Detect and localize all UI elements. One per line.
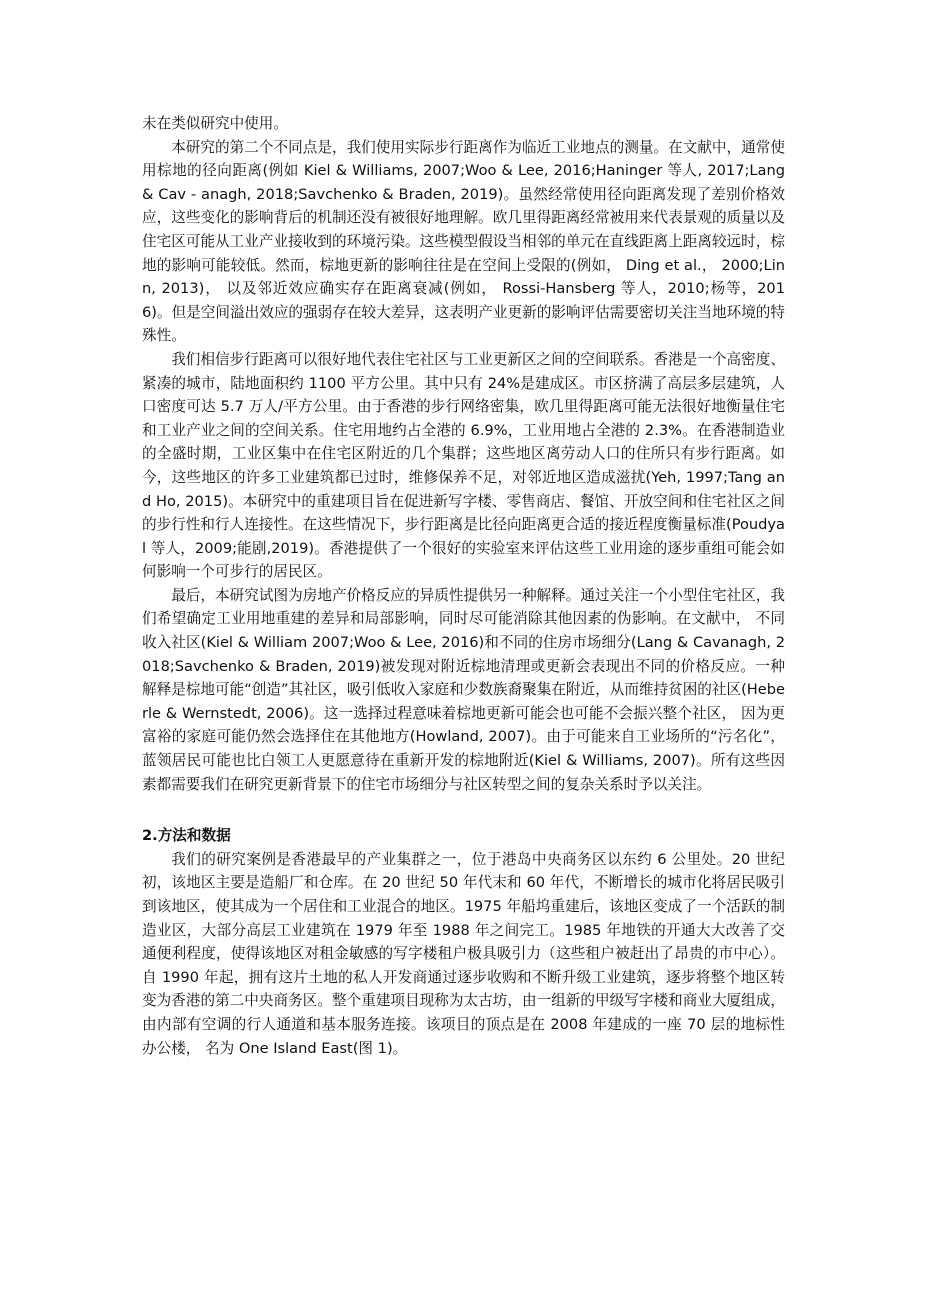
- section-heading-methods: 2.方法和数据: [142, 827, 231, 845]
- paragraph-hong-kong-context: 我们相信步行距离可以很好地代表住宅社区与工业更新区之间的空间联系。香港是一个高密度、紧凑的城市，陆地面积约 1100 平方公里。其中只有 24%是建成区。市区挤满了高层多层建筑，人口密度可达 5.7 万人/平方公里。由于香港的步行网络密集，欧几里得距离可能无法很好地衡量住宅和工业产业之间的空间关系。住宅用地约占全港的 6.9%，工业用地占全港的 2.3%。在香港制造业的全盛时期，工业区集中在住宅区附近的几个集群；这些地区离劳动人口的住所只有步行距离。如今，这些地区的许多工业建筑都已过时，维修保养不足，对邻近地区造成滋扰(Yeh, 1997;Tang and Ho, 2015)。本研究中的重建项目旨在促进新写字楼、零售商店、餐馆、开放空间和住宅社区之间的步行性和行人连接性。在这些情况下，步行距离是比径向距离更合适的接近程度衡量标准(Poudyal 等人，2009;能剧,2019)。香港提供了一个很好的实验室来评估这些工业用途的逐步重组可能会如何影响一个可步行的居民区。: [142, 350, 785, 581]
- document-page: [142, 112, 785, 1060]
- paragraph-heterogeneity: 最后，本研究试图为房地产价格反应的异质性提供另一种解释。通过关注一个小型住宅社区，我们希望确定工业用地重建的差异和局部影响，同时尽可能消除其他因素的伪影响。在文献中， 不同收入社区(Kiel & William 2007;Woo & Lee, 2016)和不同的住房市场细分(Lang & Cavanagh, 2018;Savchenko & Braden, 2019)被发现对附近棕地清理或更新会表现出不同的价格反应。一种解释是棕地可能“创造”其社区，吸引低收入家庭和少数族裔聚集在附近，从而维持贫困的社区(Heberle & Wernstedt, 2006)。这一选择过程意味着棕地更新可能会也可能不会振兴整个社区， 因为更富裕的家庭可能仍然会选择住在其他地方(Howland, 2007)。由于可能来自工业场所的“污名化”，蓝领居民可能也比白领工人更愿意待在重新开发的棕地附近(Kiel & Williams, 2007)。所有这些因素都需要我们在研究更新背景下的住宅市场细分与社区转型之间的复杂关系时予以关注。: [142, 586, 785, 793]
- paragraph-walking-distance-measure: 本研究的第二个不同点是，我们使用实际步行距离作为临近工业地点的测量。在文献中，通常使用棕地的径向距离(例如 Kiel & Williams, 2007;Woo & Lee, 2016;Haninger 等人, 2017;Lang & Cav - anagh, 2018;Savchenko & Braden, 2019)。虽然经常使用径向距离发现了差别价格效应，这些变化的影响背后的机制还没有被很好地理解。欧几里得距离经常被用来代表景观的质量以及住宅区可能从工业产业接收到的环境污染。这些模型假设当相邻的单元在直线距离上距离较远时，棕地的影响可能较低。然而，棕地更新的影响往往是在空间上受限的(例如， Ding et al.， 2000;Linn, 2013)， 以及邻近效应确实存在距离衰减(例如， Rossi-Hansberg 等人，2010;杨等，2016)。但是空间溢出效应的强弱存在较大差异，这表明产业更新的影响评估需要密切关注当地环境的特殊性。: [142, 138, 785, 345]
- paragraph-continuation: 未在类似研究中使用。: [142, 115, 288, 132]
- paragraph-study-case: 我们的研究案例是香港最早的产业集群之一，位于港岛中央商务区以东约 6 公里处。20 世纪初，该地区主要是造船厂和仓库。在 20 世纪 50 年代末和 60 年代，不断增长的城市化将居民吸引到该地区，使其成为一个居住和工业混合的地区。1975 年船坞重建后，该地区变成了一个活跃的制造业区，大部分高层工业建筑在 1979 年至 1988 年之间完工。1985 年地铁的开通大大改善了交通便利程度，使得该地区对租金敏感的写字楼租户极具吸引力（这些租户被赶出了昂贵的市中心）。自 1990 年起，拥有这片土地的私人开发商通过逐步收购和不断升级工业建筑，逐步将整个地区转变为香港的第二中央商务区。整个重建项目现称为太古坊，由一组新的甲级写字楼和商业大厦组成，由内部有空调的行人通道和基本服务连接。该项目的顶点是在 2008 年建成的一座 70 层的地标性办公楼， 名为 One Island East(图 1)。: [142, 850, 785, 1057]
